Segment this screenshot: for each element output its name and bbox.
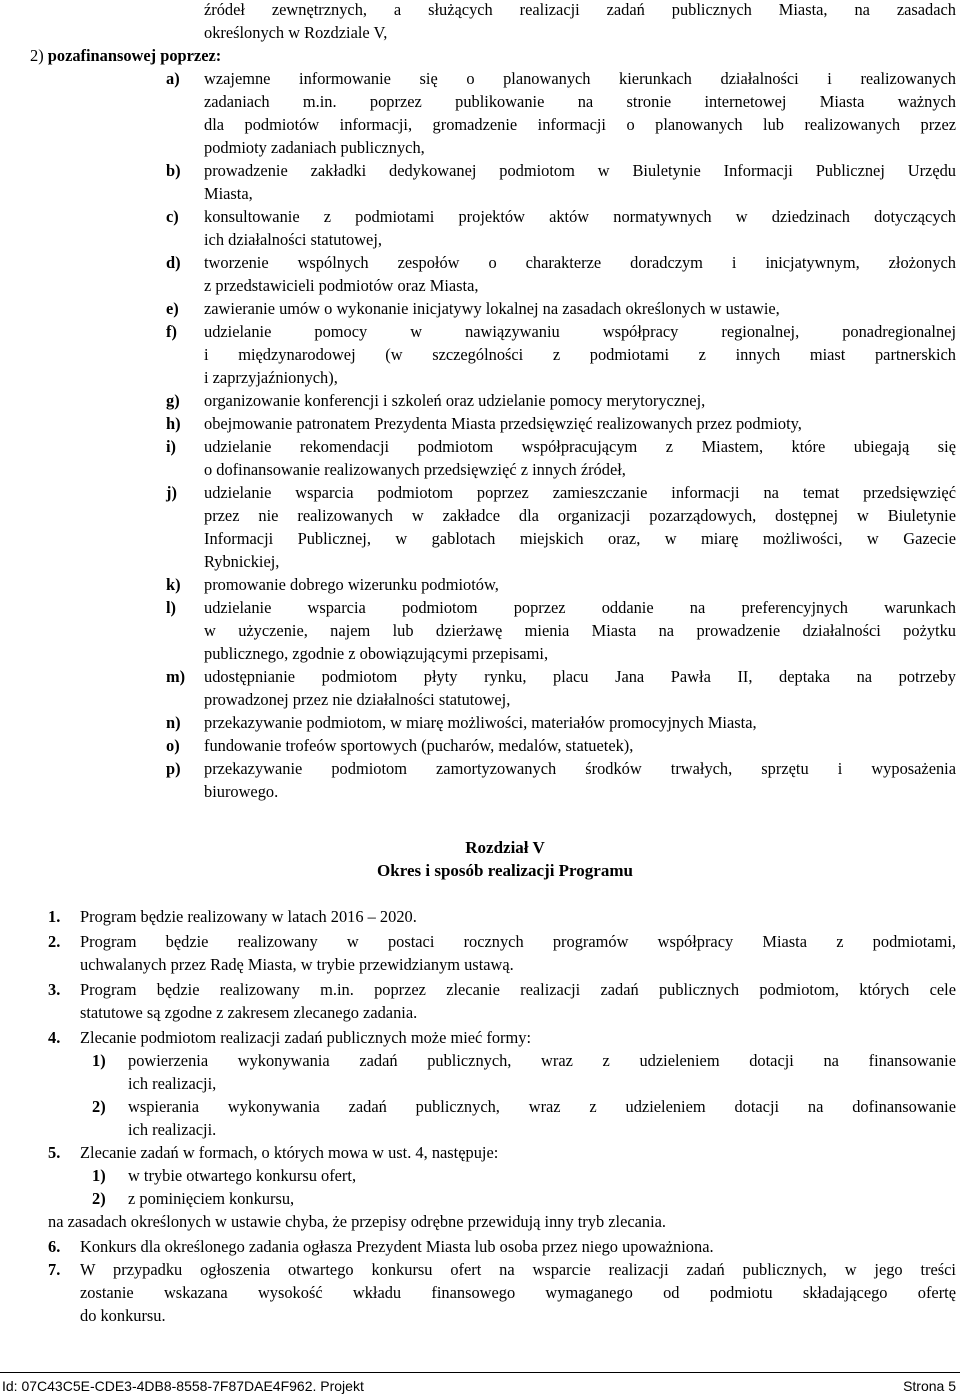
form-marker: f)	[166, 322, 177, 341]
form-line: z przedstawicieli podmiotów oraz Miasta,	[204, 276, 479, 295]
point-5-closing: na zasadach określonych w ustawie chyba, że przepisy odrębne przewidują inny tryb zlecania.	[48, 1212, 667, 1231]
point-marker: 5.	[48, 1143, 61, 1162]
form-line: Rybnickiej,	[204, 552, 280, 571]
form-line: podmioty zadaniach publicznych,	[204, 138, 425, 157]
form-line: tworzenie wspólnych zespołów o charakterze doradczym i inicjatywnym, złożonych	[204, 253, 956, 272]
form-line: obejmowanie patronatem Prezydenta Miasta przedsięwzięć realizowanych przez podmioty,	[204, 414, 802, 433]
point-marker: 4.	[48, 1028, 61, 1047]
footer-document-id: Id: 07C43C5E-CDE3-4DB8-8558-7F87DAE4F962. Projekt	[2, 1378, 364, 1394]
form-line: przez nie realizowanych w zakładce dla organizacji pozarządowych, dostępnej w Biuletynie	[204, 506, 956, 525]
point-2-marker: 2)	[30, 46, 44, 65]
sub-marker: 1)	[92, 1051, 106, 1070]
form-marker: n)	[166, 713, 181, 732]
sub-line: z pominięciem konkursu,	[128, 1189, 295, 1208]
form-line: konsultowanie z podmiotami projektów aktów normatywnych w dziedzinach dotyczących	[204, 207, 956, 226]
point-marker: 3.	[48, 980, 61, 999]
form-marker: c)	[166, 207, 179, 226]
form-line: ich działalności statutowej,	[204, 230, 382, 249]
footer-divider	[0, 1372, 960, 1373]
form-marker: h)	[166, 414, 181, 433]
point-line: W przypadku ogłoszenia otwartego konkursu ofert na wsparcie realizacji zadań publicznych, w jego treści	[80, 1260, 956, 1279]
point-line: Konkurs dla określonego zadania ogłasza Prezydent Miasta lub osoba przez niego upoważniona.	[80, 1237, 714, 1256]
form-marker: i)	[166, 437, 177, 456]
point-marker: 2.	[48, 932, 61, 951]
chapter-subtitle: Okres i sposób realizacji Programu	[377, 861, 633, 880]
sub-line: ich realizacji,	[128, 1074, 217, 1093]
intro-line-1: źródeł zewnętrznych, a służących realizacji zadań publicznych Miasta, na zasadach	[204, 0, 956, 19]
form-marker: a)	[166, 69, 180, 88]
point-line: statutowe są zgodne z zakresem zlecanego zadania.	[80, 1003, 418, 1022]
sub-line: w trybie otwartego konkursu ofert,	[128, 1166, 357, 1185]
point-marker: 6.	[48, 1237, 61, 1256]
point-marker: 7.	[48, 1260, 61, 1279]
form-line: o dofinansowanie realizowanych przedsięwzięć z innych źródeł,	[204, 460, 626, 479]
point-line: zostanie wskazana wysokość wkładu finansowego wymaganego od podmiotu składającego ofertę	[80, 1283, 956, 1302]
form-marker: m)	[166, 667, 186, 686]
point-marker: 1.	[48, 907, 61, 926]
form-marker: l)	[166, 598, 177, 617]
sub-line: powierzenia wykonywania zadań publicznych, wraz z udzieleniem dotacji na finansowanie	[128, 1051, 956, 1070]
form-line: w użyczenie, najem lub dzierżawę mienia Miasta na prowadzenie działalności pożytku	[204, 621, 956, 640]
form-line: prowadzenie zakładki dedykowanej podmiotom w Biuletynie Informacji Publicznej Urzędu	[204, 161, 956, 180]
form-line: udzielanie rekomendacji podmiotom współpracującym z Miastem, które ubiegają się	[204, 437, 956, 456]
sub-line: wspierania wykonywania zadań publicznych, wraz z udzieleniem dotacji na dofinansowanie	[128, 1097, 956, 1116]
form-line: organizowanie konferencji i szkoleń oraz udzielanie pomocy merytorycznej,	[204, 391, 706, 410]
sub-marker: 2)	[92, 1189, 106, 1208]
form-line: i międzynarodowej (w szczególności z podmiotami z innych miast partnerskich	[204, 345, 956, 364]
form-line: zawieranie umów o wykonanie inicjatywy lokalnej na zasadach określonych w ustawie,	[204, 299, 780, 318]
form-line: przekazywanie podmiotom zamortyzowanych środków trwałych, sprzętu i wyposażenia	[204, 759, 956, 778]
point-line: Zlecanie zadań w formach, o których mowa w ust. 4, następuje:	[80, 1143, 499, 1162]
sub-marker: 2)	[92, 1097, 106, 1116]
point-line: Program będzie realizowany w latach 2016 – 2020.	[80, 907, 417, 926]
form-line: udostępnianie podmiotom płyty rynku, placu Jana Pawła II, deptaka na potrzeby	[204, 667, 956, 686]
form-marker: e)	[166, 299, 179, 318]
form-marker: g)	[166, 391, 180, 410]
form-line: przekazywanie podmiotom, w miarę możliwości, materiałów promocyjnych Miasta,	[204, 713, 757, 732]
point-line: Zlecanie podmiotom realizacji zadań publicznych może mieć formy:	[80, 1028, 532, 1047]
form-line: fundowanie trofeów sportowych (pucharów, medalów, statuetek),	[204, 736, 634, 755]
point-2-heading	[30, 46, 221, 66]
form-marker: k)	[166, 575, 181, 594]
intro-line-2: określonych w Rozdziale V,	[204, 23, 388, 42]
form-line: wzajemne informowanie się o planowanych kierunkach działalności i realizowanych	[204, 69, 956, 88]
chapter-title: Rozdział V	[465, 838, 545, 857]
form-marker: d)	[166, 253, 181, 272]
form-line: promowanie dobrego wizerunku podmiotów,	[204, 575, 499, 594]
form-line: prowadzonej przez nie działalności statutowej,	[204, 690, 511, 709]
form-line: biurowego.	[204, 782, 279, 801]
form-line: i zaprzyjaźnionych),	[204, 368, 338, 387]
form-line: Miasta,	[204, 184, 253, 203]
form-marker: j)	[166, 483, 177, 502]
point-2-label: pozafinansowej poprzez:	[47, 46, 222, 65]
point-line: do konkursu.	[80, 1306, 166, 1325]
form-line: dla podmiotów informacji, gromadzenie informacji o planowanych lub realizowanych przez	[204, 115, 956, 134]
form-line: udzielanie wsparcia podmiotom poprzez zamieszczanie informacji na temat przedsięwzięć	[204, 483, 956, 502]
form-line: Informacji Publicznej, w gablotach miejskich oraz, w miarę możliwości, w Gazecie	[204, 529, 956, 548]
form-marker: p)	[166, 759, 181, 778]
sub-marker: 1)	[92, 1166, 106, 1185]
form-marker: b)	[166, 161, 181, 180]
form-line: udzielanie pomocy w nawiązywaniu współpracy regionalnej, ponadregionalnej	[204, 322, 956, 341]
point-line: Program będzie realizowany m.in. poprzez zlecanie realizacji zadań publicznych podmiotom, których cele	[80, 980, 956, 999]
point-line: uchwalanych przez Radę Miasta, w trybie przewidzianym ustawą.	[80, 955, 514, 974]
point-line: Program będzie realizowany w postaci rocznych programów współpracy Miasta z podmiotami,	[80, 932, 956, 951]
form-marker: o)	[166, 736, 180, 755]
form-line: zadaniach m.in. poprzez publikowanie na stronie internetowej Miasta ważnych	[204, 92, 956, 111]
sub-line: ich realizacji.	[128, 1120, 217, 1139]
footer-page-number: Strona 5	[903, 1378, 956, 1394]
form-line: udzielanie wsparcia podmiotom poprzez oddanie na preferencyjnych warunkach	[204, 598, 956, 617]
form-line: publicznego, zgodnie z obowiązującymi przepisami,	[204, 644, 549, 663]
